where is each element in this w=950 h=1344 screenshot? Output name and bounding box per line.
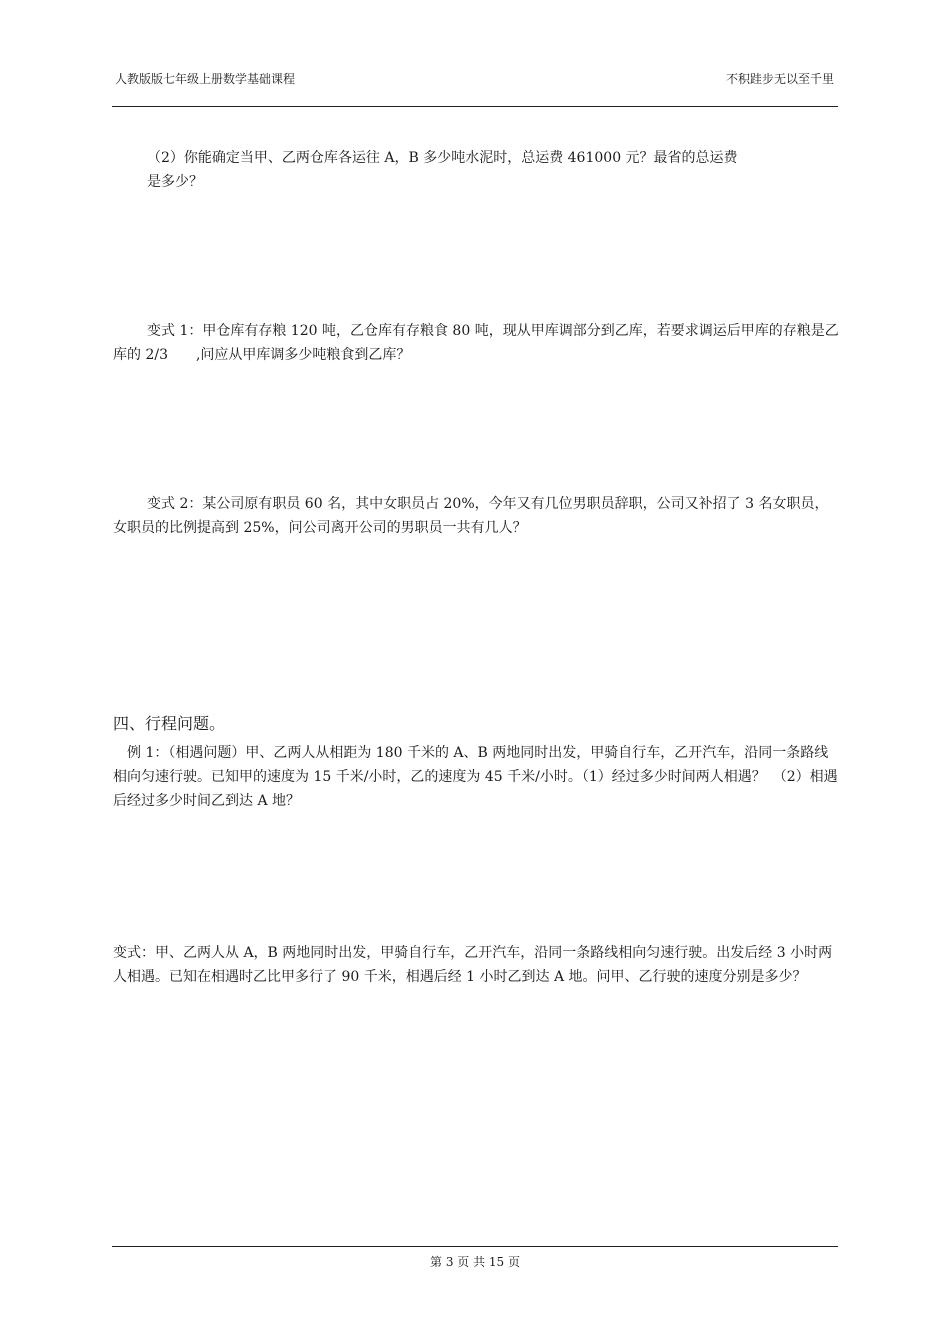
section-4-title: 四、行程问题。 <box>113 714 226 733</box>
variant-3: 变式：甲、乙两人从 A，B 两地同时出发，甲骑自行车，乙开汽车，沿同一条路线相向匀速行驶。出发后经 3 小时两人相遇。已知在相遇时乙比甲多行了 90 千米，相遇后经 1 小时乙到达 A 地。问甲、乙行驶的速度分别是多少？ <box>113 945 833 985</box>
header-motto: 不积跬步无以至千里 <box>725 72 834 86</box>
page-header <box>112 70 838 92</box>
footer-divider <box>112 1246 838 1247</box>
example-1: 例 1：（相遇问题）甲、乙两人从相距为 180 千米的 A、B 两地同时出发，甲骑自行车，乙开汽车，沿同一条路线相向匀速行驶。已知甲的速度为 15 千米/小时，乙的速度为 45 千米/小时。（1）经过多少时间两人相遇？ （2）相遇后经过多少时间乙到达 A 地？ <box>113 745 838 809</box>
header-divider <box>112 106 838 107</box>
variant-2: 变式 2：某公司原有职员 60 名，其中女职员占 20%，今年又有几位男职员辞职，公司又补招了 3 名女职员，女职员的比例提高到 25%，问公司离开公司的男职员一共有几人？ <box>113 496 829 536</box>
page-number: 第 3 页 共 15 页 <box>430 1255 520 1269</box>
question-2-line-2: 是多少？ <box>147 174 203 190</box>
header-course-title: 人教版版七年级上册数学基础课程 <box>115 72 296 86</box>
variant-1: 变式 1：甲仓库有存粮 120 吨，乙仓库有存粮食 80 吨，现从甲库调部分到乙库，若要求调运后甲库的存粮是乙库的 2/3 ,问应从甲库调多少吨粮食到乙库？ <box>113 323 839 363</box>
question-2 <box>147 146 839 194</box>
question-2-line-1: （2）你能确定当甲、乙两仓库各运往 A，B 多少吨水泥时，总运费 461000 元？最省的总运费 <box>147 150 738 166</box>
